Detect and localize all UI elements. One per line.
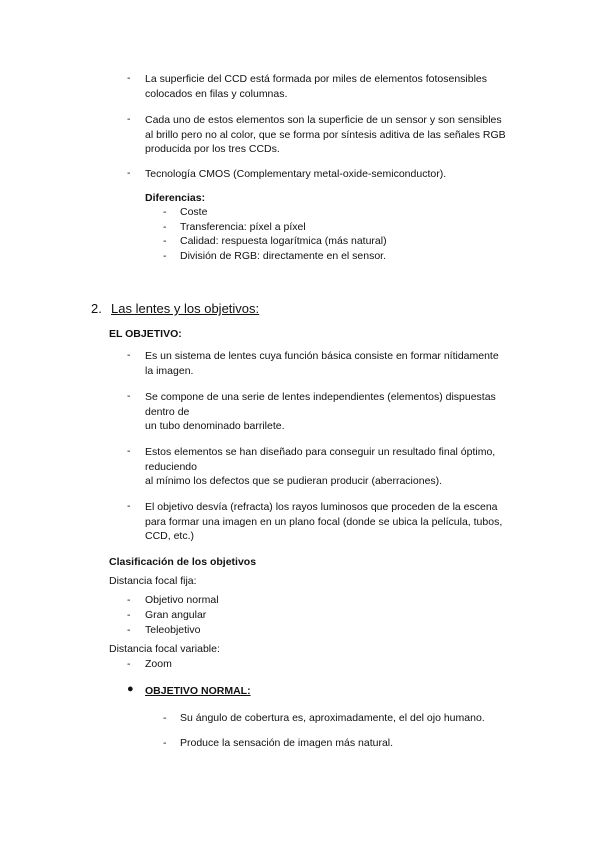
list-item-line: Es un sistema de lentes cuya función básica consiste en formar nítidamente: [145, 350, 499, 362]
list-item-line: La superficie del CCD está formada por miles de elementos fotosensibles: [145, 73, 488, 85]
list-item-line: producida por los tres CCDs.: [145, 143, 280, 155]
section-number: 2.: [91, 301, 102, 316]
differences-title: Diferencias:: [145, 192, 206, 204]
fixed-focal-label: Distancia focal fija:: [109, 575, 197, 587]
document-page: - La superficie del CCD está formada por miles de elementos fotosensibles colocados en filas y columnas. - Cada uno de estos elementos son la superficie de un sensor y son sensibles al brillo pero no al color, que se forma por síntesis aditiva de las señales RGB producida por los tres CCDs. - Tecnología CMOS (Complementary metal-oxide-semiconductor). Diferencias: - Coste - Transferencia: píxel a píxel - Calidad: respuesta logarítmica (más natural) - División de RGB: directamente en el sensor. 2. Las lentes y los objetivos: EL OBJETIVO: - Es un sistema de lentes cuya función básica consiste en formar nítidamente la imagen. - Se compone de una serie de lentes independientes (elementos) dispuestas dentro de un tubo denominado barrilete. - Estos elementos se han diseñado para conseguir un resultado final óptimo, reduciendo al mínimo los defectos que se pudieran producir (aberraciones). - El objetivo desvía (refracta) los rayos luminosos que proceden de la escena para formar una imagen en un plano focal (donde se ubica la película, tubos, CCD, etc.) Clasificación de los objetivos Distancia focal fija: - Objetivo normal - Gran angular - Teleobjetivo Distancia focal variable: - Zoom ● OBJETIVO NORMAL: - Su ángulo de cobertura es, aproximadamente, el del ojo humano. - Produce la sensación de imagen más natural.: [91, 72, 506, 749]
list-item-line: Se compone de una serie de lentes independientes (elementos) dispuestas: [145, 391, 496, 403]
list-item-line: Tecnología CMOS (Complementary metal-oxide-semiconductor).: [145, 168, 447, 180]
list-item-line: reduciendo: [145, 460, 197, 473]
list-item-line: colocados en filas y columnas.: [145, 87, 288, 100]
normal-lens-title: OBJETIVO NORMAL:: [145, 685, 251, 697]
list-item-line: Estos elementos se han diseñado para conseguir un resultado final óptimo,: [145, 446, 496, 458]
list-item-line: un tubo denominado barrilete.: [145, 420, 285, 432]
list-item-line: la imagen.: [145, 364, 194, 377]
variable-focal-label: Distancia focal variable:: [109, 643, 220, 655]
list-item-line: dentro de: [145, 405, 190, 418]
bullet-icon: ●: [127, 683, 134, 695]
classification-title: Clasificación de los objetivos: [109, 556, 257, 568]
list-item-line: para formar una imagen en un plano focal (donde se ubica la película, tubos,: [145, 515, 503, 528]
section-title: Las lentes y los objetivos:: [111, 301, 260, 316]
list-item-line: El objetivo desvía (refracta) los rayos luminosos que proceden de la escena: [145, 501, 498, 513]
list-item-line: al brillo pero no al color, que se forma por síntesis aditiva de las señales RGB: [145, 128, 506, 141]
list-item-line: Cada uno de estos elementos son la superficie de un sensor y son sensibles: [145, 114, 502, 126]
objective-heading: EL OBJETIVO:: [109, 328, 182, 340]
list-item-line: CCD, etc.): [145, 530, 195, 542]
list-item-line: al mínimo los defectos que se pudieran producir (aberraciones).: [145, 475, 443, 487]
